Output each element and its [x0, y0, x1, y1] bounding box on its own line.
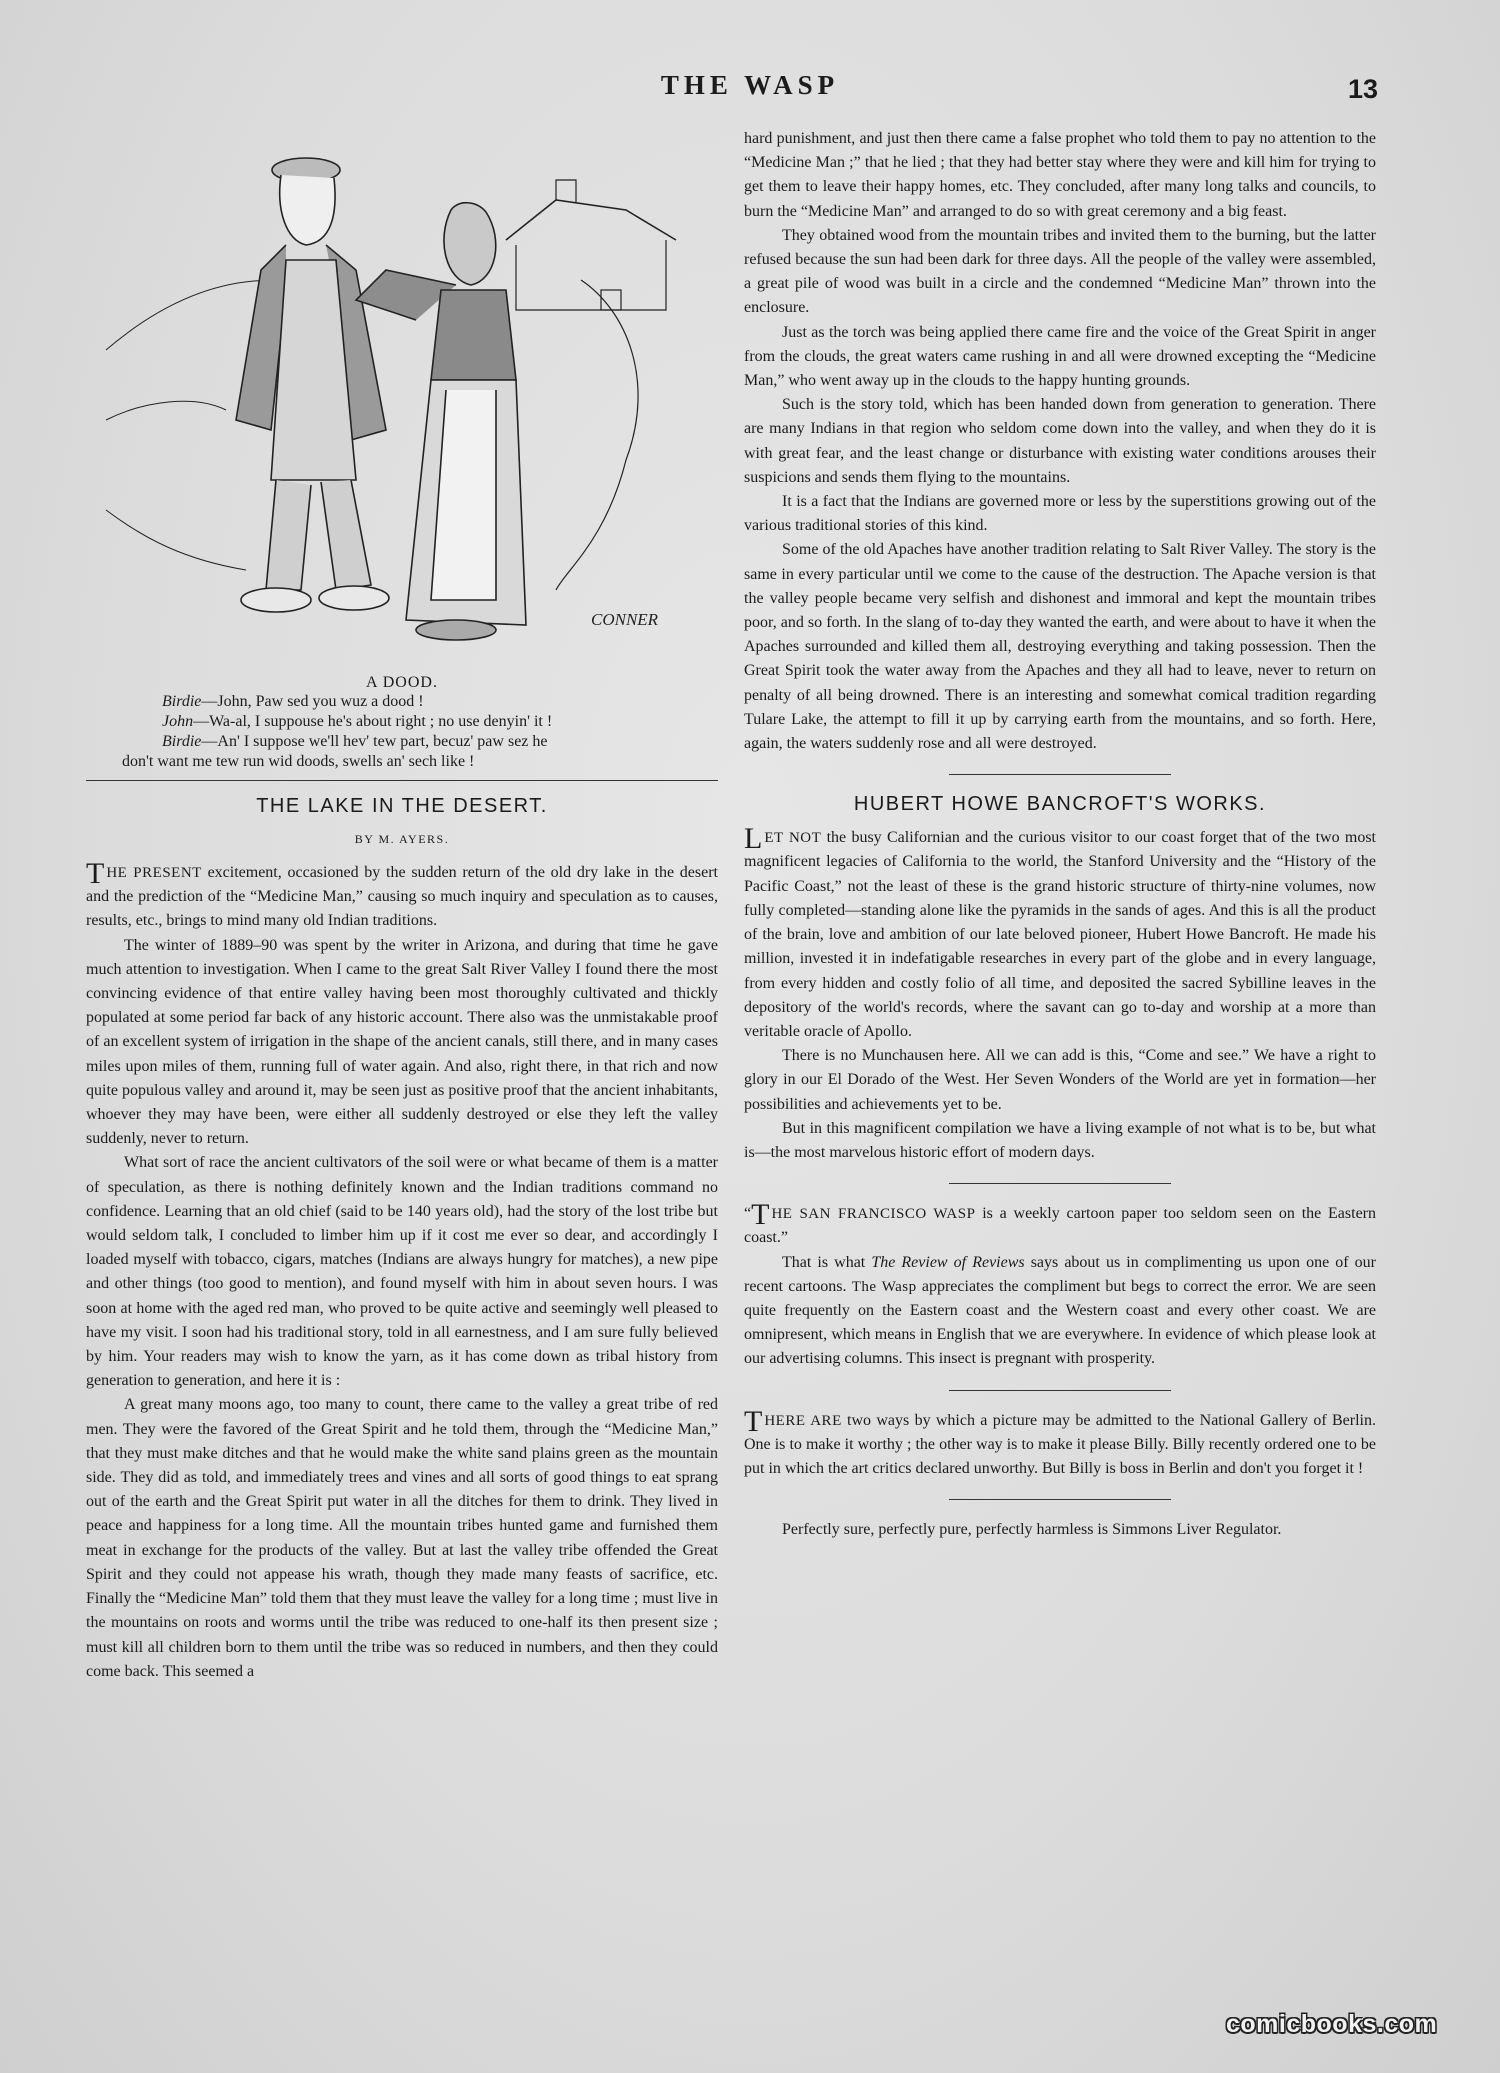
article-paragraph	[744, 822, 1377, 1044]
caption-line	[86, 712, 718, 732]
caption-line	[86, 732, 718, 752]
drop-cap: T	[86, 857, 105, 890]
article-paragraph: The winter of 1889–90 was spent by the writer in Arizona, and during that time he gave much attention to investigation. When I came to the great Salt River Valley I found there the most convincing evidence of that entire valley having been most thoroughly cultivated and thickly populated at some period far back of any historic account. There also was the unmistakable proof of an excellent system of irrigation in the shape of the ancient canals, still there, and in many cases miles upon miles of them, running full of water again. And also, right there, in that rich and now quite populous valley and around it, may be seen just as positive proof that the ancient inhabitants, whoever they may have been, were either all suddenly destroyed or else they left the valley suddenly, never to return.	[86, 936, 718, 1148]
caption-line	[86, 692, 718, 712]
article-paragraph	[744, 1251, 1376, 1372]
lead-caps: HERE ARE	[764, 1412, 842, 1429]
section-divider	[949, 774, 1171, 775]
lead-caps: HE PRESENT	[106, 865, 202, 881]
page-number: 13	[1348, 74, 1379, 104]
advertisement-text: Perfectly sure, perfectly pure, perfectly harmless is Simmons Liver Regulator.	[782, 1521, 1282, 1539]
caption-text: —Wa-al, I suppouse he's about right ; no use denyin' it !	[193, 713, 553, 730]
paragraph-text: excitement, occasioned by the sudden return of the old dry lake in the desert and the prediction of the “Medicine Man,” causing so much inquiry and speculation as to causes, results, etc., brings to mind many old Indian traditions.	[86, 864, 718, 930]
section-divider	[949, 1499, 1171, 1500]
section-divider	[86, 780, 718, 781]
publication-title: The Review of Reviews	[871, 1253, 1025, 1271]
caption-speaker: Birdie	[162, 733, 202, 750]
lead-caps: HE SAN FRANCISCO WASP	[771, 1206, 976, 1223]
section-divider	[949, 1390, 1171, 1391]
article-paragraph	[744, 1198, 1376, 1250]
drop-cap: T	[751, 1198, 770, 1232]
article-title: HUBERT HOWE BANCROFT'S WORKS.	[853, 793, 1267, 816]
article-paragraph: But in this magnificent compilation we have a living example of not what is to be, but what is—the most marvelous historic effort of modern days.	[744, 1119, 1376, 1161]
paragraph-text: says about us in complimenting us upon one of our recent cartoons.	[744, 1253, 1377, 1295]
article-paragraph	[744, 1404, 1376, 1482]
drop-cap: L	[744, 822, 763, 856]
cartoon-caption-title: A DOOD.	[366, 674, 438, 691]
cartoon-signature: CONNER	[591, 610, 659, 629]
article-byline: BY M. AYERS.	[354, 832, 450, 846]
section-divider	[949, 1183, 1171, 1184]
cartoon-illustration	[86, 120, 718, 650]
article-paragraph: There is no Munchausen here. All we can add is this, “Come and see.” We have a right to glory in our El Dorado of the West. Her Seven Wonders of the World are yet in formation—her possibilities and achievements yet to be.	[744, 1047, 1376, 1113]
drop-cap: T	[744, 1404, 763, 1438]
article-paragraph: A great many moons ago, too many to count, there came to the valley a great tribe of red men. They were the favored of the Great Spirit and he told them, through the “Medicine Man,” that they must make ditches and that he would make the white sand plains green as the mountain side. They did as told, and immediately trees and vines and all sorts of good things to eat sprang out of the earth and the Great Spirit put water in all the ditches for them to drink. They lived in peace and happiness for a long time. All the mountain tribes hunted game and furnished them meat in exchange for the products of the valley. But at last the valley tribe offended the Great Spirit and they could not appease his wrath, though they made many feasts of sacrifice, etc. Finally the “Medicine Man” told them that they must leave the valley for a long time ; must live in the mountains on roots and worms until the tribe was reduced to one-half its then present size ; must kill all children born to them until the tribe was so reduced in numbers, and then they could come back. This seemed a	[86, 1396, 718, 1680]
publication-name: The Wasp	[851, 1278, 917, 1295]
paragraph-text: is a weekly cartoon paper too seldom seen on the Eastern coast.”	[744, 1205, 1376, 1247]
caption-speaker: John	[162, 713, 194, 730]
article-paragraph: hard punishment, and just then there came a false prophet who told them to pay no attention to the “Medicine Man ;” that he lied ; that they had better stay where they were and kill him for trying to get them to leave their happy homes, etc. They concluded, after many long talks and councils, to burn the “Medicine Man” and arranged to do so with great ceremony and a big feast.	[744, 130, 1376, 220]
masthead-title: THE WASP	[660, 70, 840, 100]
paragraph-text: two ways by which a picture may be admitted to the National Gallery of Berlin. One is to make it worthy ; the other way is to make it please Billy. Billy recently ordered one to be put in which the art critics declared unworthy. But Billy is boss in Berlin and don't you forget it !	[744, 1411, 1376, 1477]
article-paragraph: Some of the old Apaches have another tradition relating to Salt River Valley. The story is the same in every particular until we come to the cause of the destruction. The Apache version is that the valley people became very selfish and dishonest and immoral and kept the mountain tribes poor, and so forth. In the slang of to-day they wanted the earth, and were about to have it when the Apaches surrounded and killed them all, destroying everything and taking possession. Then the Great Spirit took the water away from the Apaches and they all had to leave, never to return on penalty of all being drowned. There is an interesting and somewhat comical tradition regarding Tulare Lake, the attempt to fill it up by carrying earth from the mountains, and so forth. Here, again, the waters suddenly rose and all were destroyed.	[744, 541, 1376, 753]
caption-last-line: don't want me tew run wid doods, swells an' sech like !	[122, 753, 475, 770]
article-paragraph	[86, 857, 718, 934]
article-paragraph: What sort of race the ancient cultivators of the soil were or what became of them is a matter of speculation, as there is nothing definitely known and the Indian traditions command no confidence. Learning that an old chief (said to be 140 years old), had the story of the lost tribe but would seldom talk, I concluded to limber him up if it cost me ever so dear, and accordingly I loaded myself with tobacco, cigars, matches (Indians are always hungry for matches), a new pipe and other things (too good to mention), and found myself with him in about seven hours. I was soon at home with the aged red man, who proved to be quite active and seemingly well pleased to have my visit. I soon had his traditional story, told in all earnestness, and I am sure fully believed by him. Your readers may wish to know the yarn, as it has come down as tribal history from generation to generation, and here it is :	[86, 1154, 718, 1390]
article-paragraph: They obtained wood from the mountain tribes and invited them to the burning, but the latter refused because the sun had been dark for three days. All the people of the valley were assembled, a great pile of wood was built in a circle and the condemned “Medicine Man” thrown into the enclosure.	[744, 226, 1376, 317]
article-paragraph: Just as the torch was being applied there came fire and the voice of the Great Spirit in anger from the clouds, the great waters came rushing in and all were drowned excepting the “Medicine Man,” who went away up in the clouds to the happy hunting grounds.	[744, 323, 1376, 390]
open-quote: “	[744, 1205, 752, 1223]
paragraph-text: the busy Californian and the curious visitor to our coast forget that of the two most magnificent legacies of California to the world, the Stanford University and the “History of the Pacific Coast,” not the least of these is the grand historic structure of thirty-nine volumes, now fully completed—standing alone like the pyramids in the sands of ages. And this is all the product of the brain, love and ambition of our late beloved pioneer, Hubert Howe Bancroft. He made his million, invested it in indefatigable researches in every part of the globe and in every language, from every hidden and costly folio of all time, and deposited the sacred Sybilline leaves in the depository of the world's records, where the savant can go to-day and worship at a more than veritable oracle of Apollo.	[744, 829, 1377, 1040]
article-title: THE LAKE IN THE DESERT.	[256, 795, 548, 817]
right-column	[744, 127, 1376, 1542]
article-paragraph: Such is the story told, which has been handed down from generation to generation. There are many Indians in that region who seldom come down into the valley, and when they do it is with great fear, and the least change or disturbance with existing water conditions arouses their suspicions and sends them flying to the mountains.	[744, 396, 1376, 486]
lead-caps: ET NOT	[764, 830, 822, 847]
caption-text: —John, Paw sed you wuz a dood !	[201, 693, 424, 710]
paragraph-text: That is what	[782, 1253, 872, 1271]
paragraph-text: appreciates the compliment but begs to correct the error. We are seen quite frequently on the Eastern coast and the Western coast and every other coast. We are omnipresent, which means in English that we are everywhere. In evidence of which please look at our advertising columns. This insect is pregnant with prosperity.	[744, 1277, 1376, 1368]
article-paragraph: It is a fact that the Indians are governed more or less by the superstitions growing out of the various traditional stories of this kind.	[744, 493, 1376, 535]
left-column	[86, 120, 718, 1684]
caption-speaker: Birdie	[162, 693, 202, 710]
caption-text: —An' I suppose we'll hev' tew part, becuz' paw sez he	[201, 733, 548, 750]
watermark: comicbooks.com	[1226, 2010, 1438, 2038]
